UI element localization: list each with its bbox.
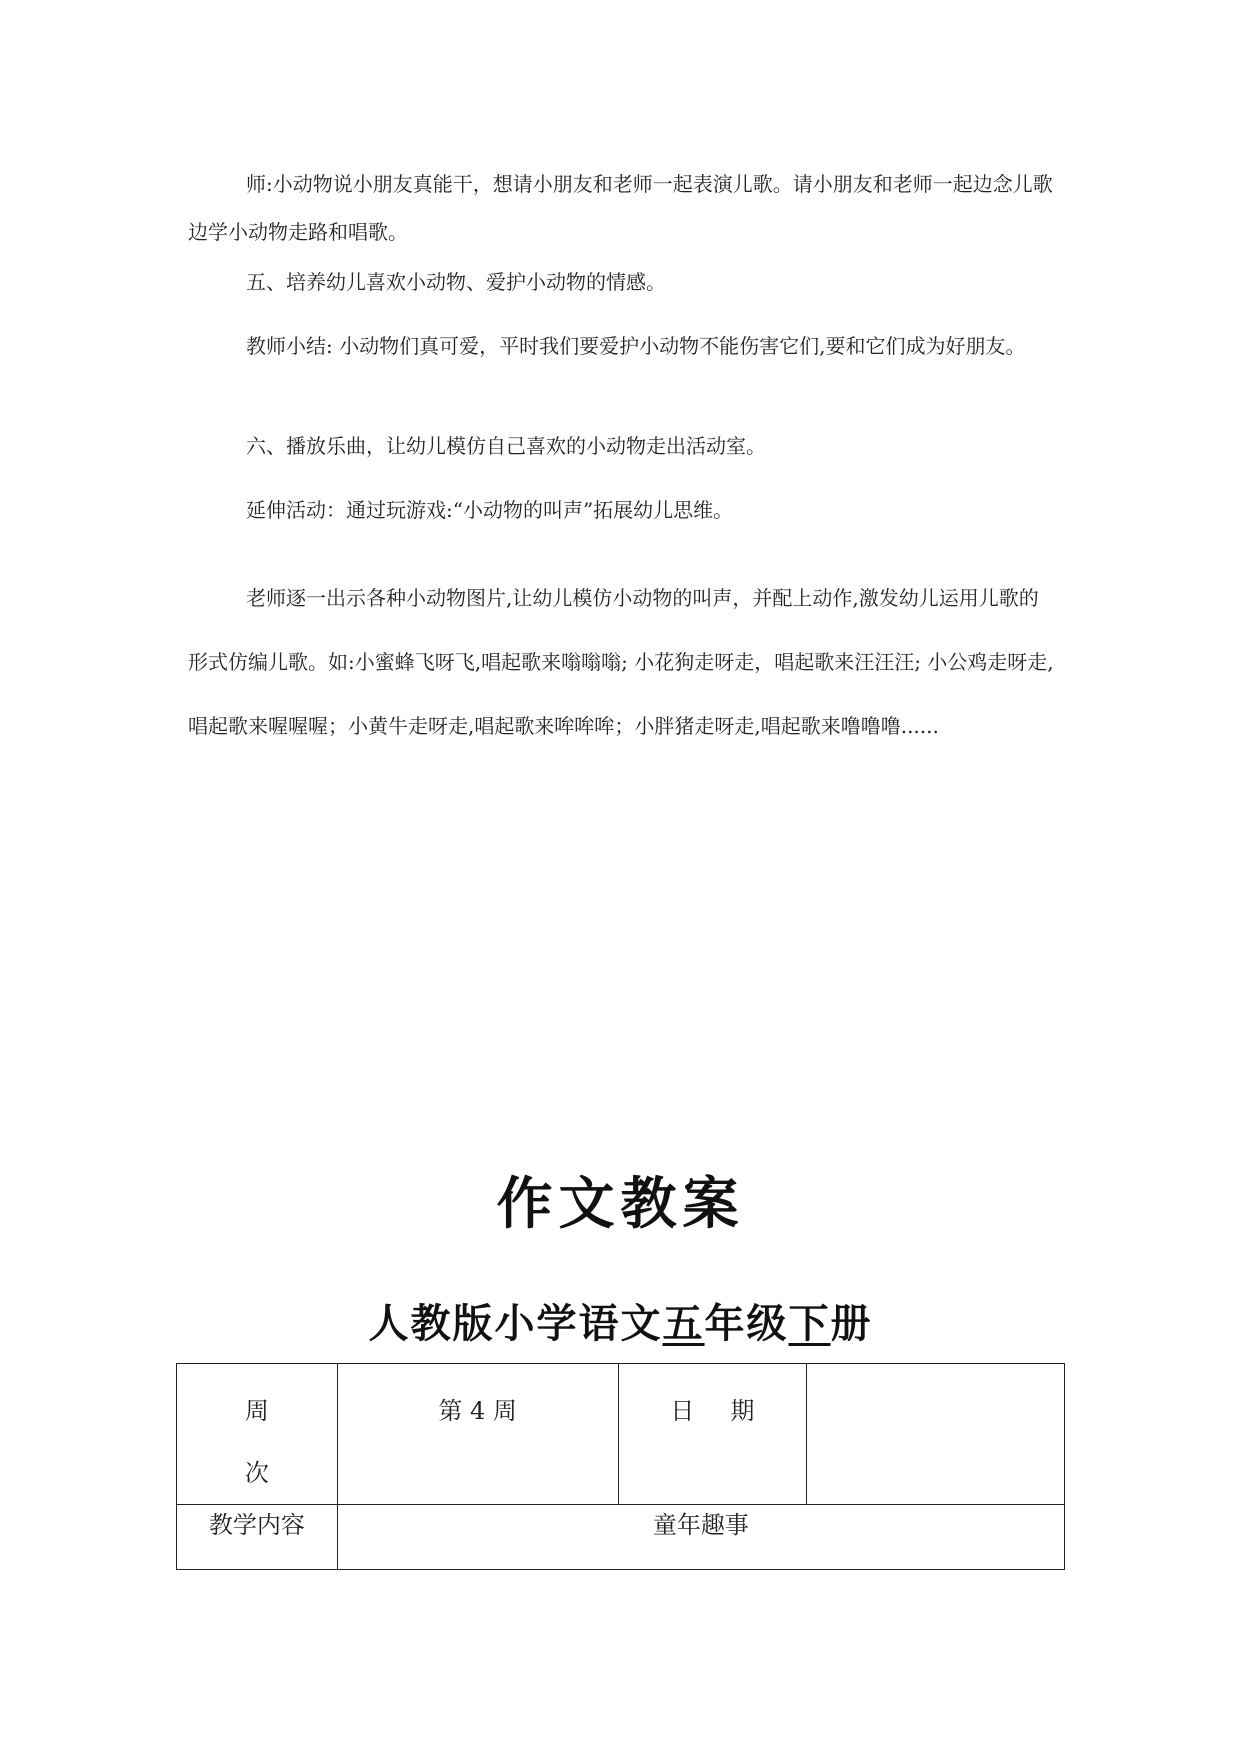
table-row-week-date [177, 1364, 1065, 1505]
paragraph-extension-activity: 延伸活动：通过玩游戏:“小动物的叫声”拓展幼儿思维。 [246, 498, 734, 522]
date-value-cell [807, 1364, 1065, 1505]
content-value-cell: 童年趣事 [337, 1505, 1064, 1570]
content-label-cell: 教学内容 [177, 1505, 338, 1570]
paragraph-teacher-summary: 教师小结: 小动物们真可爱，平时我们要爱护小动物不能伤害它们,要和它们成为好朋友。 [246, 334, 1026, 358]
textbook-subtitle: 人教版小学语文五年级下册 [368, 1301, 873, 1347]
lesson-info-table [176, 1363, 1065, 1570]
table-row-content [177, 1505, 1065, 1570]
date-label-cell: 日期 [618, 1364, 807, 1505]
volume-field: 下 [788, 1301, 831, 1347]
paragraph-step-six: 六、播放乐曲，让幼儿模仿自己喜欢的小动物走出活动室。 [246, 434, 766, 458]
week-value-cell: 第 4 周 [337, 1364, 618, 1505]
paragraph-teacher-invite: 师:小动物说小朋友真能干，想请小朋友和老师一起表演儿歌。请小朋友和老师一起边念儿歌边学小动物走路和唱歌。 [188, 172, 1053, 244]
week-label-cell: 周 次 [177, 1364, 338, 1505]
lesson-plan-title: 作文教案 [496, 1172, 745, 1237]
grade-field: 五 [662, 1301, 705, 1347]
paragraph-imitation-game: 老师逐一出示各种小动物图片,让幼儿模仿小动物的叫声，并配上动作,激发幼儿运用儿歌的形式仿编儿歌。如:小蜜蜂飞呀飞,唱起歌来嗡嗡嗡; 小花狗走呀走，唱起歌来汪汪汪; 小公鸡走呀走,唱起歌来喔喔喔；小黄牛走呀走,唱起歌来哞哞哞；小胖猪走呀走,唱起歌来噜噜噜...... [188, 586, 1054, 738]
paragraph-step-five: 五、培养幼儿喜欢小动物、爱护小动物的情感。 [246, 270, 666, 294]
